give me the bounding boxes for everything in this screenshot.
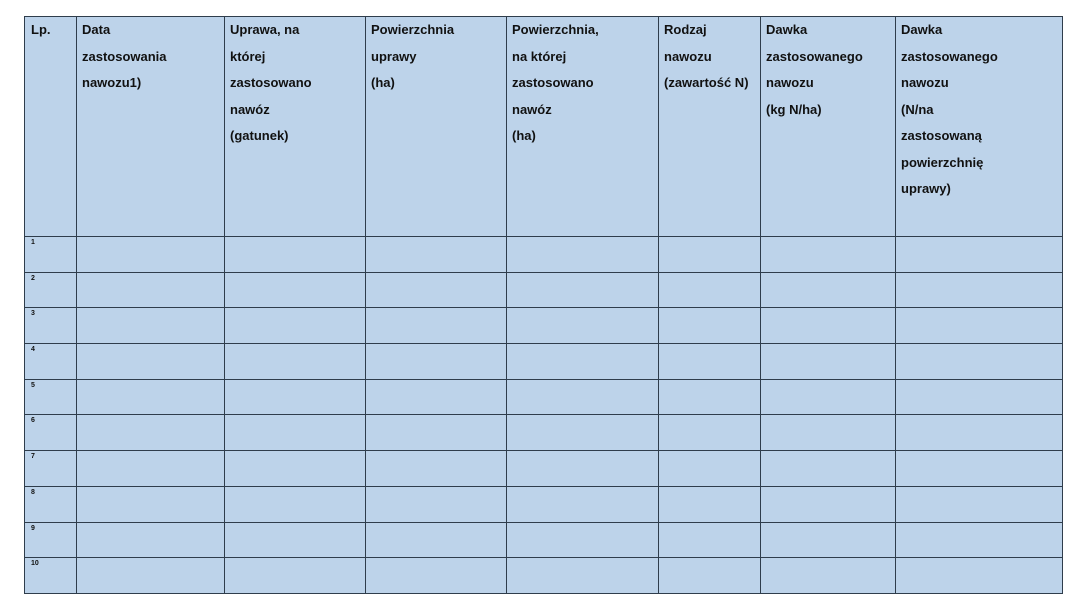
table-cell[interactable] xyxy=(659,344,761,380)
table-cell[interactable] xyxy=(896,415,1063,451)
table-cell[interactable] xyxy=(225,415,366,451)
header-text-line: zastosowaną xyxy=(901,128,982,143)
header-text-line: której xyxy=(230,48,266,64)
table-cell[interactable] xyxy=(225,451,366,487)
fertilizer-record-table xyxy=(24,16,1063,594)
header-date xyxy=(77,17,225,237)
header-row xyxy=(25,17,1063,237)
header-text-line: zastosowanego xyxy=(901,48,998,64)
table-cell[interactable] xyxy=(77,308,225,344)
table-cell[interactable] xyxy=(77,451,225,487)
row-number: 4 xyxy=(31,346,35,354)
table-row xyxy=(25,451,1063,487)
table-cell[interactable] xyxy=(507,272,659,308)
table-cell[interactable] xyxy=(507,344,659,380)
table-cell[interactable] xyxy=(507,379,659,415)
table-cell[interactable] xyxy=(77,344,225,380)
header-text-line: uprawy) xyxy=(901,181,951,196)
table-body xyxy=(25,237,1063,594)
header-text-line: Lp. xyxy=(31,22,51,37)
header-text-line: na której xyxy=(512,48,567,64)
table-cell[interactable] xyxy=(507,308,659,344)
table-cell[interactable] xyxy=(225,558,366,594)
header-text-line: powierzchnię xyxy=(901,154,984,170)
table-cell[interactable] xyxy=(225,272,366,308)
table-cell[interactable] xyxy=(366,308,507,344)
row-number-cell xyxy=(25,308,77,344)
table-cell[interactable] xyxy=(761,451,896,487)
table-cell[interactable] xyxy=(507,486,659,522)
table-cell[interactable] xyxy=(761,486,896,522)
table-cell[interactable] xyxy=(659,486,761,522)
table-cell[interactable] xyxy=(366,344,507,380)
table-cell[interactable] xyxy=(366,522,507,558)
table-cell[interactable] xyxy=(896,308,1063,344)
header-text-line: (zawartość N) xyxy=(664,75,749,90)
table-cell[interactable] xyxy=(225,344,366,380)
row-number: 3 xyxy=(31,310,35,318)
table-cell[interactable] xyxy=(77,415,225,451)
header-text-line: zastosowano xyxy=(512,75,594,90)
header-text-line: (ha) xyxy=(512,128,536,143)
table-cell[interactable] xyxy=(366,415,507,451)
table-cell[interactable] xyxy=(77,272,225,308)
table-cell[interactable] xyxy=(896,558,1063,594)
table-cell[interactable] xyxy=(366,451,507,487)
header-text-line: zastosowano xyxy=(230,75,312,90)
row-number-cell xyxy=(25,415,77,451)
header-text-line: (gatunek) xyxy=(230,128,289,143)
table-row xyxy=(25,379,1063,415)
table-cell[interactable] xyxy=(366,558,507,594)
table-cell[interactable] xyxy=(507,415,659,451)
table-cell[interactable] xyxy=(366,272,507,308)
header-text-line: nawozu xyxy=(664,48,712,64)
table-cell[interactable] xyxy=(659,558,761,594)
header-text-line: nawozu1) xyxy=(82,75,142,90)
header-text-line: nawóz xyxy=(512,101,552,117)
row-number: 2 xyxy=(31,274,35,282)
table-cell[interactable] xyxy=(659,379,761,415)
table-row xyxy=(25,558,1063,594)
row-number: 8 xyxy=(31,488,35,496)
row-number-cell xyxy=(25,237,77,273)
table-cell[interactable] xyxy=(659,522,761,558)
table-row xyxy=(25,308,1063,344)
header-text-line: nawozu xyxy=(901,75,949,90)
header-dose-kg-n-ha xyxy=(761,17,896,237)
table-cell[interactable] xyxy=(366,379,507,415)
table-cell[interactable] xyxy=(896,344,1063,380)
header-text-line: Uprawa, na xyxy=(230,22,300,37)
table-cell[interactable] xyxy=(507,522,659,558)
table-cell[interactable] xyxy=(659,415,761,451)
header-text-line: Powierzchnia xyxy=(371,22,455,37)
table-cell[interactable] xyxy=(507,237,659,273)
header-crop xyxy=(225,17,366,237)
row-number-cell xyxy=(25,344,77,380)
row-number-cell xyxy=(25,558,77,594)
row-number: 9 xyxy=(31,524,35,532)
header-text-line: Dawka xyxy=(901,22,943,37)
table-row xyxy=(25,237,1063,273)
header-fertilizer-type xyxy=(659,17,761,237)
table-cell[interactable] xyxy=(659,451,761,487)
table-cell[interactable] xyxy=(225,379,366,415)
table-cell[interactable] xyxy=(77,558,225,594)
header-text-line: Powierzchnia, xyxy=(512,22,599,37)
table-row xyxy=(25,344,1063,380)
header-lp xyxy=(25,17,77,237)
table-cell[interactable] xyxy=(77,379,225,415)
header-text-line: uprawy xyxy=(371,48,417,64)
table-cell[interactable] xyxy=(77,522,225,558)
header-text-line: zastosowanego xyxy=(766,48,863,64)
row-number: 5 xyxy=(31,381,35,389)
header-text-line: (kg N/ha) xyxy=(766,101,822,117)
row-number: 7 xyxy=(31,453,35,461)
table-cell[interactable] xyxy=(896,272,1063,308)
table-cell[interactable] xyxy=(896,237,1063,273)
table-cell[interactable] xyxy=(225,237,366,273)
table-cell[interactable] xyxy=(366,237,507,273)
table-cell[interactable] xyxy=(77,237,225,273)
table-cell[interactable] xyxy=(225,486,366,522)
row-number-cell xyxy=(25,272,77,308)
row-number: 6 xyxy=(31,417,35,425)
table-cell[interactable] xyxy=(659,308,761,344)
header-text-line: Data xyxy=(82,22,111,37)
table-cell[interactable] xyxy=(896,522,1063,558)
header-crop-area xyxy=(366,17,507,237)
table-cell[interactable] xyxy=(761,379,896,415)
table-cell[interactable] xyxy=(761,308,896,344)
header-text-line: zastosowania xyxy=(82,48,167,64)
table-cell[interactable] xyxy=(659,237,761,273)
table-cell[interactable] xyxy=(896,379,1063,415)
row-number-cell xyxy=(25,379,77,415)
table-cell[interactable] xyxy=(761,558,896,594)
row-number-cell xyxy=(25,486,77,522)
table-row xyxy=(25,415,1063,451)
header-text-line: Rodzaj xyxy=(664,22,707,37)
table-cell[interactable] xyxy=(507,558,659,594)
table-cell[interactable] xyxy=(659,272,761,308)
table-cell[interactable] xyxy=(896,451,1063,487)
row-number: 1 xyxy=(31,239,35,246)
row-number-cell xyxy=(25,522,77,558)
header-text-line: (ha) xyxy=(371,75,395,90)
table-cell[interactable] xyxy=(225,308,366,344)
header-text-line: nawóz xyxy=(230,101,270,117)
header-dose-applied-area xyxy=(896,17,1063,237)
table-cell[interactable] xyxy=(761,272,896,308)
table-cell[interactable] xyxy=(225,522,366,558)
table-cell[interactable] xyxy=(507,451,659,487)
table-cell[interactable] xyxy=(77,486,225,522)
table-cell[interactable] xyxy=(366,486,507,522)
row-number: 10 xyxy=(31,560,39,568)
header-text-line: (N/na xyxy=(901,101,934,117)
table-cell[interactable] xyxy=(761,415,896,451)
header-text-line: nawozu xyxy=(766,75,814,90)
table-cell[interactable] xyxy=(761,522,896,558)
header-applied-area xyxy=(507,17,659,237)
table-row xyxy=(25,522,1063,558)
table-cell[interactable] xyxy=(896,486,1063,522)
table-row xyxy=(25,272,1063,308)
row-number-cell xyxy=(25,451,77,487)
table-cell[interactable] xyxy=(761,344,896,380)
table-cell[interactable] xyxy=(761,237,896,273)
table-row xyxy=(25,486,1063,522)
header-text-line: Dawka xyxy=(766,22,808,37)
